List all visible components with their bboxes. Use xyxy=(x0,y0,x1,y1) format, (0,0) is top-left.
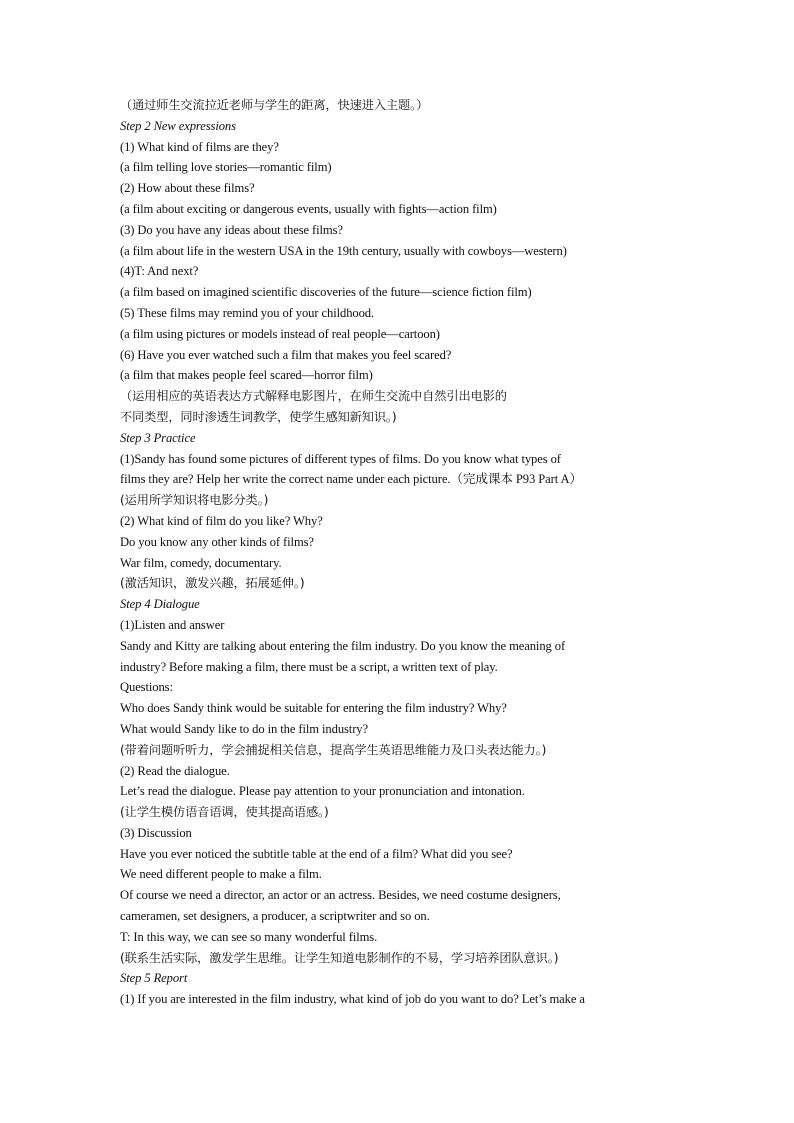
text-line: industry? Before making a film, there must be a script, a written text of play. xyxy=(120,659,498,674)
text-line: Of course we need a director, an actor or an actress. Besides, we need costume designers, xyxy=(120,888,561,903)
document-body xyxy=(120,95,780,1010)
text-line: Have you ever noticed the subtitle table at the end of a film? What did you see? xyxy=(120,846,513,861)
text-line: What would Sandy like to do in the film industry? xyxy=(120,721,368,736)
text-line: films they are? Help her write the correct name under each picture.（完成课本 P93 Part A） xyxy=(120,472,582,487)
text-line: (a film about life in the western USA in the 19th century, usually with cowboys—western) xyxy=(120,243,567,258)
text-line: (a film telling love stories—romantic film) xyxy=(120,160,332,175)
text-line: (运用所学知识将电影分类。) xyxy=(120,493,269,508)
text-line: (2) Read the dialogue. xyxy=(120,763,230,778)
text-line: We need different people to make a film. xyxy=(120,867,322,882)
text-line: (5) These films may remind you of your childhood. xyxy=(120,305,375,320)
step-heading: Step 3 Practice xyxy=(120,430,196,445)
text-line: (a film using pictures or models instead of real people—cartoon) xyxy=(120,326,440,341)
text-line: (2) What kind of film do you like? Why? xyxy=(120,513,323,528)
text-line: (a film that makes people feel scared—horror film) xyxy=(120,368,373,383)
text-line: (1) If you are interested in the film industry, what kind of job do you want to do? Let’s make a xyxy=(120,992,585,1007)
text-line: Questions: xyxy=(120,680,173,695)
text-line: (激活知识，激发兴趣，拓展延伸。) xyxy=(120,576,305,591)
text-line: (1)Listen and answer xyxy=(120,617,225,632)
text-line: Who does Sandy think would be suitable for entering the film industry? Why? xyxy=(120,701,507,716)
text-line: T: In this way, we can see so many wonderful films. xyxy=(120,929,378,944)
text-line: cameramen, set designers, a producer, a scriptwriter and so on. xyxy=(120,909,430,924)
step-heading: Step 5 Report xyxy=(120,971,188,986)
text-line: (a film based on imagined scientific discoveries of the future—science fiction film) xyxy=(120,285,532,300)
text-line: Let’s read the dialogue. Please pay attention to your pronunciation and intonation. xyxy=(120,784,525,799)
text-line: (3) Discussion xyxy=(120,825,192,840)
step-heading: Step 4 Dialogue xyxy=(120,597,200,612)
text-line: (1) What kind of films are they? xyxy=(120,139,279,154)
text-line: （运用相应的英语表达方式解释电影图片，在师生交流中自然引出电影的 xyxy=(120,389,507,404)
text-line: (联系生活实际，激发学生思维。让学生知道电影制作的不易，学习培养团队意识。) xyxy=(120,950,559,965)
text-line: (1)Sandy has found some pictures of different types of films. Do you know what types of xyxy=(120,451,561,466)
text-line: War film, comedy, documentary. xyxy=(120,555,282,570)
text-line: (3) Do you have any ideas about these films? xyxy=(120,222,343,237)
text-line: 不同类型，同时渗透生词教学，使学生感知新知识。) xyxy=(120,409,397,424)
step-heading: Step 2 New expressions xyxy=(120,118,236,133)
text-line: Do you know any other kinds of films? xyxy=(120,534,314,549)
text-line: (a film about exciting or dangerous events, usually with fights—action film) xyxy=(120,201,497,216)
text-line: (4)T: And next? xyxy=(120,264,199,279)
text-line: (6) Have you ever watched such a film that makes you feel scared? xyxy=(120,347,452,362)
text-line: （通过师生交流拉近老师与学生的距离，快速进入主题。） xyxy=(120,98,429,112)
text-line: (2) How about these films? xyxy=(120,181,255,196)
text-line: Sandy and Kitty are talking about entering the film industry. Do you know the meaning of xyxy=(120,638,566,653)
text-line: (带着问题听听力，学会捕捉相关信息，提高学生英语思维能力及口头表达能力。) xyxy=(120,742,547,757)
text-line: (让学生模仿语音语调，使其提高语感。) xyxy=(120,805,329,820)
